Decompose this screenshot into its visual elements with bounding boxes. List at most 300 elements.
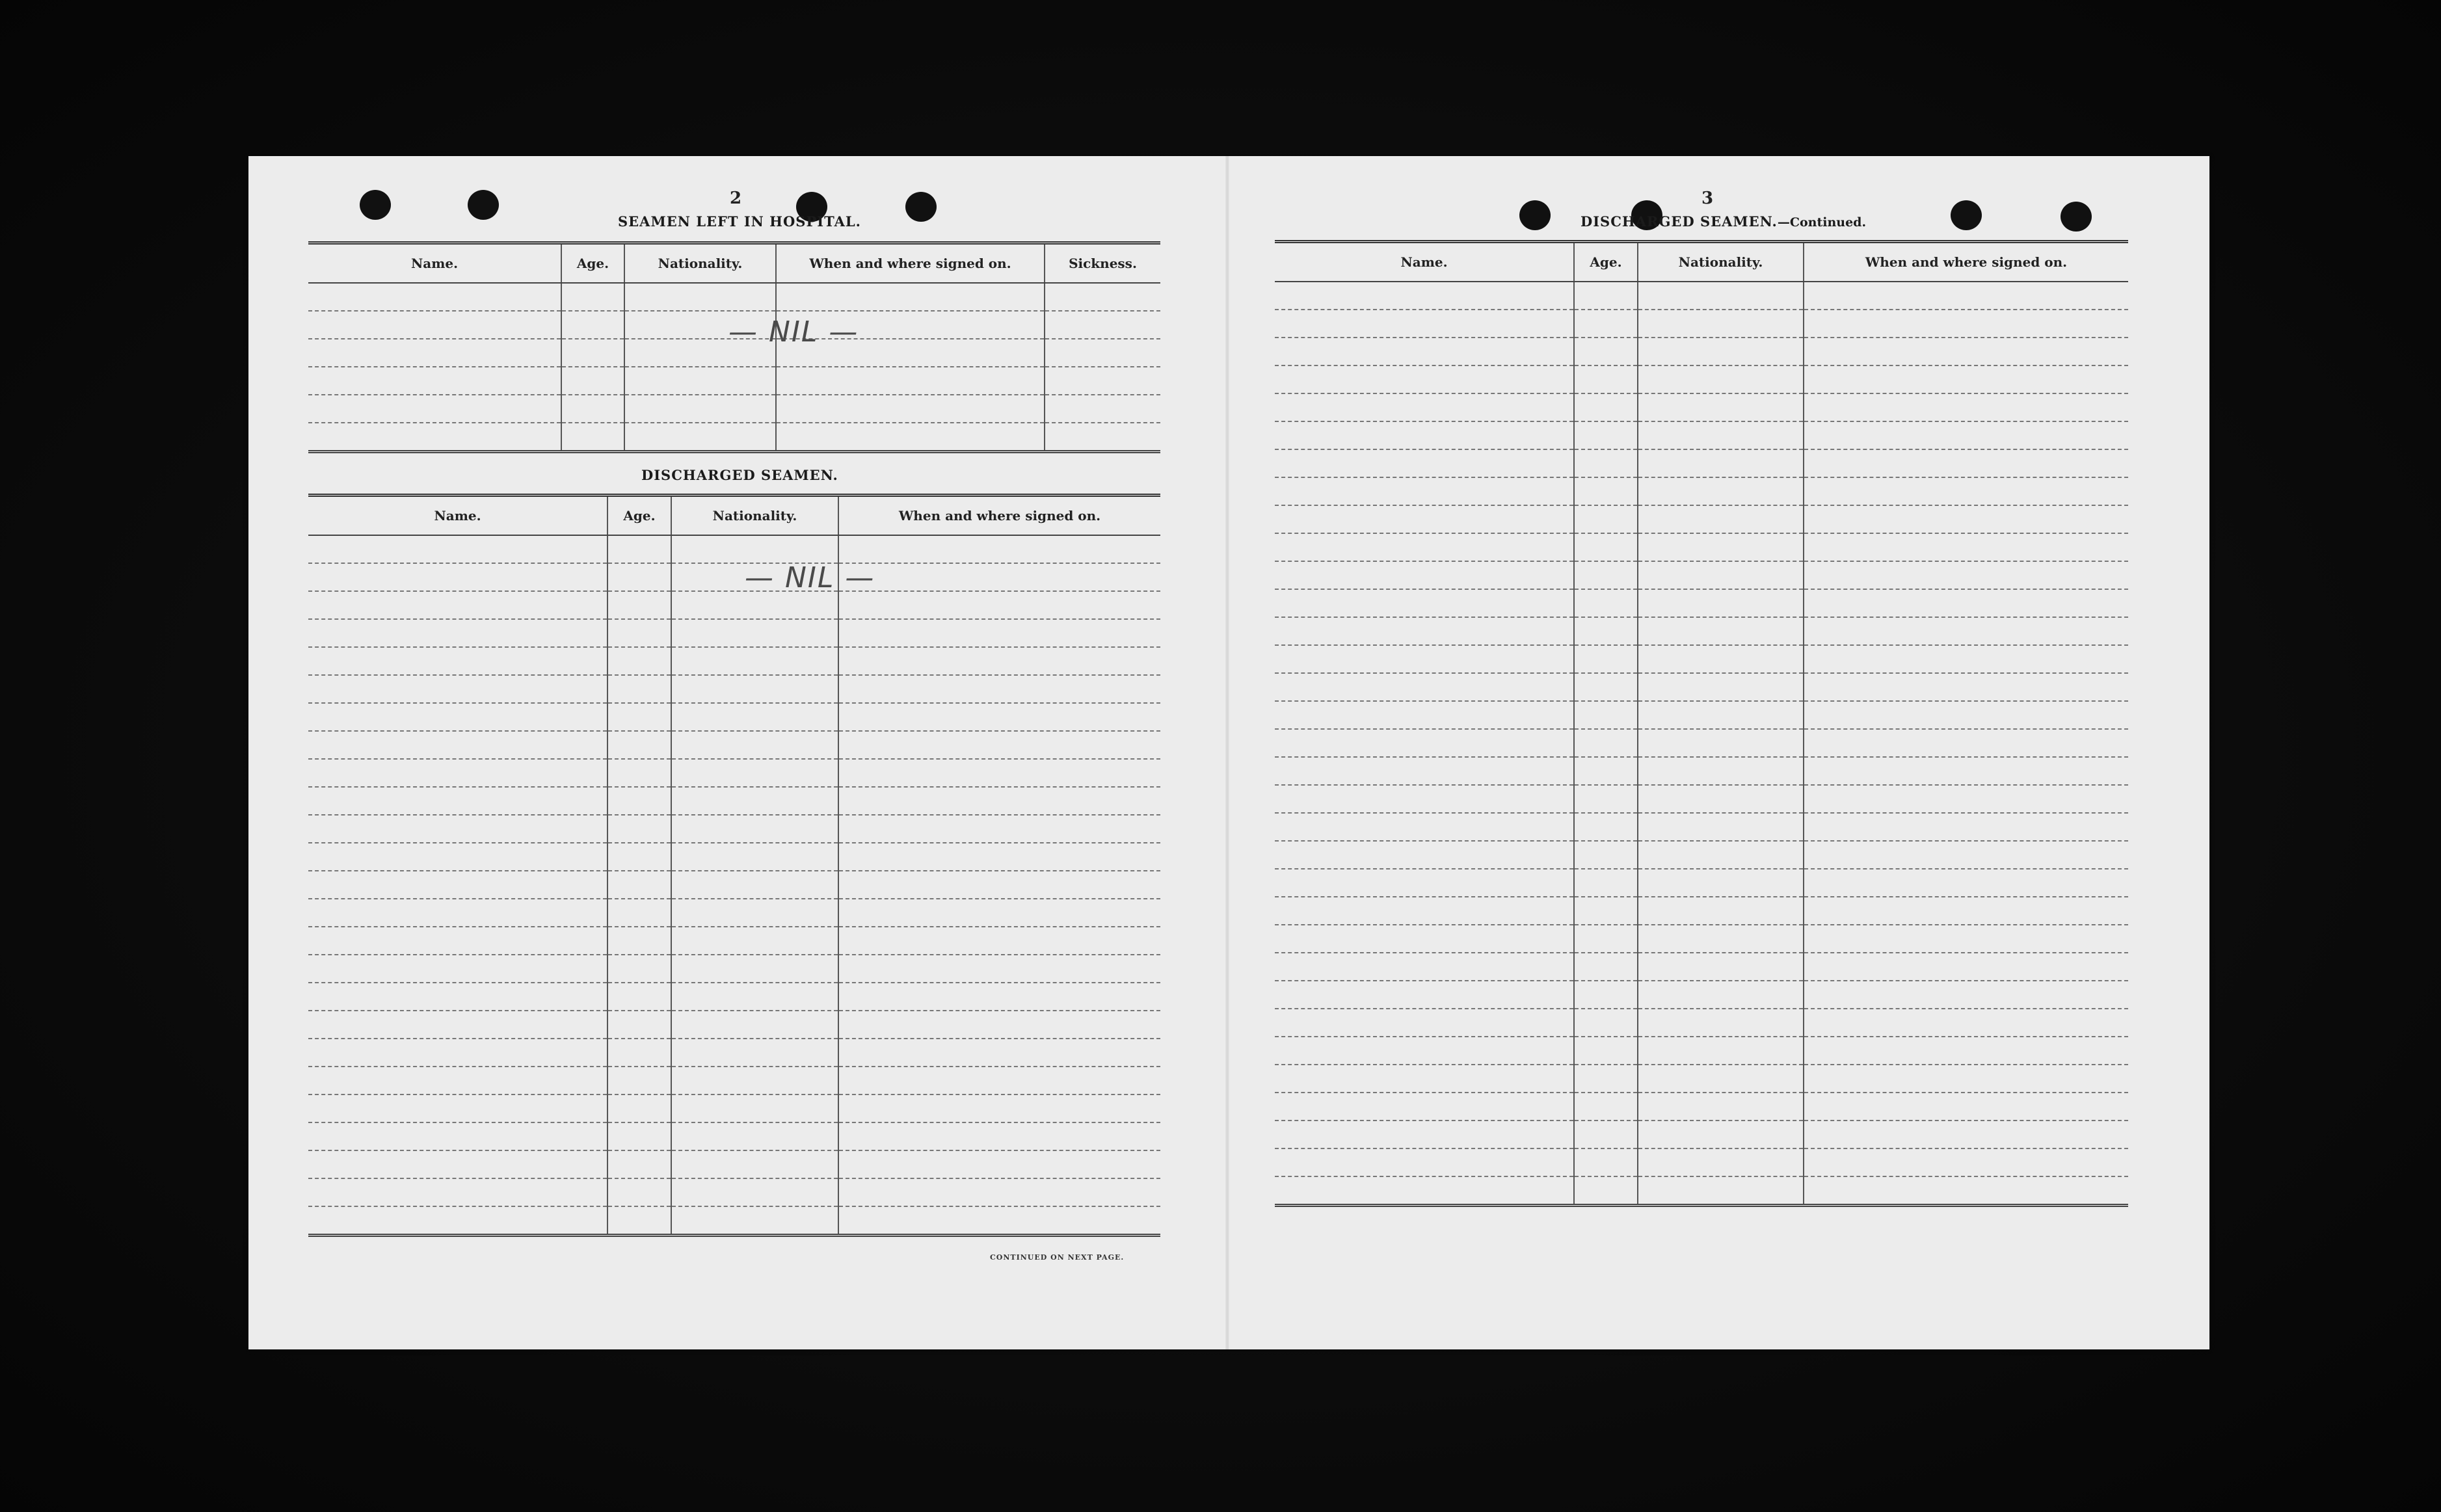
blank-cell: [1275, 1121, 1574, 1148]
table-row: [308, 983, 1160, 1011]
blank-cell: [607, 899, 671, 927]
blank-cell: [671, 1178, 838, 1206]
blank-cell: [607, 703, 671, 731]
title-suffix: —Continued.: [1777, 215, 1867, 230]
blank-cell: [1638, 925, 1804, 953]
blank-cell: [1638, 813, 1804, 841]
blank-cell: [308, 423, 561, 452]
blank-cell: [308, 619, 607, 647]
table-row: [1275, 841, 2128, 869]
blank-cell: [1275, 925, 1574, 953]
blank-cell: [1638, 1065, 1804, 1093]
blank-cell: [1574, 1009, 1638, 1037]
blank-cell: [1574, 701, 1638, 729]
page-number: 3: [1701, 189, 1714, 208]
blank-cell: [1275, 393, 1574, 421]
table-row: [1275, 1065, 2128, 1093]
blank-cell: [838, 647, 1160, 675]
blank-cell: [1275, 813, 1574, 841]
blank-cell: [1638, 1009, 1804, 1037]
blank-cell: [838, 1011, 1160, 1039]
blank-cell: [1275, 953, 1574, 981]
blank-cell: [308, 1178, 607, 1206]
blank-cell: [671, 955, 838, 983]
blank-cell: [607, 815, 671, 843]
column-header: When and where signed on.: [838, 496, 1160, 536]
blank-cell: [1275, 869, 1574, 897]
table-row: [1275, 701, 2128, 729]
blank-cell: [1638, 1093, 1804, 1121]
blank-cell: [1804, 925, 2128, 953]
blank-cell: [1275, 785, 1574, 813]
blank-cell: [1804, 338, 2128, 365]
blank-cell: [1574, 785, 1638, 813]
blank-cell: [308, 1067, 607, 1094]
blank-cell: [1275, 897, 1574, 925]
blank-cell: [1638, 701, 1804, 729]
blank-cell: [308, 731, 607, 759]
blank-cell: [1638, 310, 1804, 338]
blank-cell: [1638, 673, 1804, 701]
blank-cell: [308, 591, 607, 619]
punch-hole: [1951, 200, 1982, 230]
blank-cell: [308, 1150, 607, 1178]
table-row: [1275, 449, 2128, 477]
blank-cell: [1804, 1065, 2128, 1093]
blank-cell: [671, 815, 838, 843]
blank-cell: [1804, 477, 2128, 505]
blank-cell: [1275, 1037, 1574, 1065]
blank-cell: [1275, 1009, 1574, 1037]
blank-cell: [1275, 841, 1574, 869]
table-row: [1275, 897, 2128, 925]
table-row: [308, 927, 1160, 955]
table-row: [308, 1150, 1160, 1178]
table-row: [1275, 310, 2128, 338]
blank-cell: [838, 703, 1160, 731]
table-row: [1275, 1121, 2128, 1148]
blank-cell: [776, 367, 1045, 395]
table-row: [1275, 617, 2128, 645]
blank-cell: [1574, 981, 1638, 1009]
blank-cell: [607, 1094, 671, 1122]
blank-cell: [1638, 617, 1804, 645]
table-row: [1275, 925, 2128, 953]
table-row: [308, 1122, 1160, 1150]
blank-cell: [838, 955, 1160, 983]
table-row: [308, 843, 1160, 871]
blank-cell: [671, 1039, 838, 1067]
blank-cell: [1574, 757, 1638, 785]
table-row: [308, 871, 1160, 899]
blank-cell: [308, 1206, 607, 1236]
column-header: Name.: [308, 243, 561, 284]
blank-cell: [607, 1122, 671, 1150]
blank-cell: [308, 1039, 607, 1067]
punch-hole: [2061, 202, 2092, 232]
blank-cell: [671, 871, 838, 899]
blank-cell: [838, 1178, 1160, 1206]
blank-cell: [308, 703, 607, 731]
blank-cell: [1574, 1121, 1638, 1148]
blank-cell: [671, 899, 838, 927]
punch-hole: [468, 190, 499, 220]
page-number: 2: [730, 189, 742, 208]
blank-cell: [838, 1067, 1160, 1094]
left-page: [248, 156, 1227, 1349]
table-row: [308, 563, 1160, 591]
blank-cell: [308, 815, 607, 843]
blank-cell: [308, 983, 607, 1011]
table-row: [308, 815, 1160, 843]
blank-cell: [1638, 757, 1804, 785]
column-header: Name.: [308, 496, 607, 536]
blank-cell: [1275, 673, 1574, 701]
table-row: [1275, 1037, 2128, 1065]
blank-cell: [776, 395, 1045, 423]
blank-cell: [1804, 505, 2128, 533]
blank-cell: [607, 787, 671, 815]
blank-cell: [607, 927, 671, 955]
blank-cell: [1638, 897, 1804, 925]
table-row: [308, 787, 1160, 815]
blank-cell: [1275, 561, 1574, 589]
blank-cell: [671, 535, 838, 563]
blank-cell: [308, 787, 607, 815]
table-row: [1275, 1009, 2128, 1037]
blank-cell: [607, 871, 671, 899]
blank-cell: [1045, 283, 1160, 311]
blank-cell: [838, 899, 1160, 927]
table-row: [1275, 785, 2128, 813]
blank-cell: [671, 731, 838, 759]
blank-cell: [1574, 897, 1638, 925]
table-row: [308, 759, 1160, 787]
blank-cell: [1804, 1009, 2128, 1037]
blank-cell: [1804, 841, 2128, 869]
blank-cell: [607, 731, 671, 759]
blank-cell: [838, 843, 1160, 871]
table-row: [308, 367, 1160, 395]
table-row: [1275, 477, 2128, 505]
blank-cell: [1275, 1093, 1574, 1121]
blank-cell: [308, 1094, 607, 1122]
blank-cell: [561, 339, 624, 367]
blank-cell: [671, 759, 838, 787]
blank-cell: [1638, 338, 1804, 365]
blank-cell: [1804, 729, 2128, 757]
blank-cell: [308, 563, 607, 591]
blank-cell: [561, 283, 624, 311]
blank-cell: [1804, 953, 2128, 981]
table-row: [1275, 589, 2128, 617]
blank-cell: [1638, 393, 1804, 421]
table-row: [1275, 757, 2128, 785]
blank-cell: [1574, 533, 1638, 561]
blank-cell: [1275, 310, 1574, 338]
blank-cell: [1638, 841, 1804, 869]
table-row: [1275, 953, 2128, 981]
blank-cell: [308, 843, 607, 871]
blank-cell: [1804, 282, 2128, 310]
blank-cell: [671, 1122, 838, 1150]
table-header-row: [1275, 242, 2128, 282]
table-row: [1275, 338, 2128, 365]
blank-cell: [1638, 282, 1804, 310]
blank-cell: [1045, 367, 1160, 395]
blank-cell: [1574, 813, 1638, 841]
table-row: [1275, 1093, 2128, 1121]
table-row: [308, 283, 1160, 311]
table-row: [1275, 533, 2128, 561]
blank-cell: [671, 983, 838, 1011]
blank-cell: [1275, 981, 1574, 1009]
table-row: [308, 591, 1160, 619]
column-header: Name.: [1275, 242, 1574, 282]
column-header: Age.: [1574, 242, 1638, 282]
table-row: [1275, 561, 2128, 589]
blank-cell: [1574, 338, 1638, 365]
blank-cell: [1275, 645, 1574, 673]
discharged-continued-table: [1275, 240, 2128, 1207]
handwritten-nil: — NIL —: [745, 561, 875, 594]
table-row: [308, 899, 1160, 927]
blank-cell: [1804, 981, 2128, 1009]
blank-cell: [1574, 1176, 1638, 1206]
blank-cell: [838, 1039, 1160, 1067]
column-header: When and where signed on.: [1804, 242, 2128, 282]
blank-cell: [1638, 589, 1804, 617]
blank-cell: [1574, 869, 1638, 897]
table-row: [1275, 981, 2128, 1009]
blank-cell: [607, 591, 671, 619]
blank-cell: [607, 843, 671, 871]
blank-cell: [671, 1094, 838, 1122]
blank-cell: [671, 1067, 838, 1094]
hospital-section-title: SEAMEN LEFT IN HOSPITAL.: [618, 213, 861, 230]
blank-cell: [838, 927, 1160, 955]
blank-cell: [1574, 953, 1638, 981]
blank-cell: [1574, 729, 1638, 757]
blank-cell: [1804, 449, 2128, 477]
blank-cell: [1275, 338, 1574, 365]
blank-cell: [1275, 421, 1574, 449]
table-row: [1275, 813, 2128, 841]
blank-cell: [838, 1094, 1160, 1122]
blank-cell: [1638, 449, 1804, 477]
blank-cell: [607, 647, 671, 675]
blank-cell: [1804, 617, 2128, 645]
blank-cell: [1804, 365, 2128, 393]
table-row: [308, 1178, 1160, 1206]
blank-cell: [1574, 365, 1638, 393]
blank-cell: [1574, 310, 1638, 338]
blank-cell: [1275, 1176, 1574, 1206]
blank-cell: [1638, 1148, 1804, 1176]
blank-cell: [1638, 365, 1804, 393]
blank-cell: [671, 1206, 838, 1236]
blank-cell: [1638, 477, 1804, 505]
table-row: [308, 1067, 1160, 1094]
blank-cell: [624, 283, 776, 311]
blank-cell: [1574, 925, 1638, 953]
blank-cell: [1045, 423, 1160, 452]
table-row: [1275, 393, 2128, 421]
blank-cell: [671, 647, 838, 675]
table-row: [1275, 729, 2128, 757]
table-row: [308, 423, 1160, 452]
blank-cell: [308, 1122, 607, 1150]
blank-cell: [838, 1122, 1160, 1150]
blank-cell: [308, 675, 607, 703]
blank-cell: [1045, 395, 1160, 423]
blank-cell: [308, 955, 607, 983]
blank-cell: [838, 787, 1160, 815]
blank-cell: [624, 423, 776, 452]
blank-cell: [1804, 757, 2128, 785]
table-row: [1275, 673, 2128, 701]
blank-cell: [1275, 729, 1574, 757]
blank-cell: [1574, 1065, 1638, 1093]
blank-cell: [607, 1011, 671, 1039]
blank-cell: [607, 619, 671, 647]
blank-cell: [1638, 1121, 1804, 1148]
blank-cell: [1275, 701, 1574, 729]
blank-cell: [1638, 561, 1804, 589]
table-row: [308, 1094, 1160, 1122]
discharged-continued-title: [1581, 213, 1866, 230]
blank-cell: [1804, 645, 2128, 673]
table-row: [308, 535, 1160, 563]
blank-cell: [1638, 953, 1804, 981]
blank-cell: [838, 871, 1160, 899]
continued-note: CONTINUED ON NEXT PAGE.: [990, 1253, 1125, 1262]
blank-cell: [1804, 701, 2128, 729]
table-row: [1275, 645, 2128, 673]
blank-cell: [1045, 339, 1160, 367]
blank-cell: [838, 759, 1160, 787]
table-row: [1275, 365, 2128, 393]
column-header: When and where signed on.: [776, 243, 1045, 284]
blank-cell: [1574, 393, 1638, 421]
blank-cell: [1275, 477, 1574, 505]
blank-cell: [1275, 1148, 1574, 1176]
blank-cell: [308, 1011, 607, 1039]
blank-cell: [1275, 533, 1574, 561]
blank-cell: [1804, 1037, 2128, 1065]
punch-hole: [1519, 200, 1551, 230]
blank-cell: [308, 927, 607, 955]
blank-cell: [1574, 477, 1638, 505]
blank-cell: [308, 367, 561, 395]
table-row: [308, 703, 1160, 731]
table-row: [1275, 1176, 2128, 1206]
blank-cell: [1574, 589, 1638, 617]
blank-cell: [308, 283, 561, 311]
blank-cell: [1804, 1148, 2128, 1176]
column-header: Age.: [607, 496, 671, 536]
blank-cell: [1638, 1037, 1804, 1065]
blank-cell: [1045, 311, 1160, 339]
blank-cell: [607, 1206, 671, 1236]
blank-cell: [1804, 869, 2128, 897]
column-header: Sickness.: [1045, 243, 1160, 284]
document-sheet: [248, 156, 2209, 1349]
blank-cell: [838, 563, 1160, 591]
blank-cell: [1638, 645, 1804, 673]
discharged-section-title: DISCHARGED SEAMEN.: [641, 467, 838, 483]
blank-cell: [308, 647, 607, 675]
blank-cell: [308, 899, 607, 927]
blank-cell: [607, 759, 671, 787]
blank-cell: [1275, 505, 1574, 533]
blank-cell: [1574, 841, 1638, 869]
table-row: [308, 955, 1160, 983]
blank-cell: [607, 1178, 671, 1206]
right-page: [1229, 156, 2209, 1349]
blank-cell: [1638, 1176, 1804, 1206]
table-row: [308, 647, 1160, 675]
blank-cell: [1574, 617, 1638, 645]
table-row: [308, 1039, 1160, 1067]
blank-cell: [1638, 869, 1804, 897]
blank-cell: [308, 395, 561, 423]
table-row: [308, 1011, 1160, 1039]
table-row: [1275, 1148, 2128, 1176]
blank-cell: [1638, 533, 1804, 561]
blank-cell: [607, 563, 671, 591]
blank-cell: [1275, 617, 1574, 645]
blank-cell: [838, 1150, 1160, 1178]
column-header: Nationality.: [624, 243, 776, 284]
blank-cell: [1638, 505, 1804, 533]
table-row: [308, 619, 1160, 647]
blank-cell: [671, 703, 838, 731]
blank-cell: [1275, 365, 1574, 393]
blank-cell: [607, 955, 671, 983]
blank-cell: [308, 535, 607, 563]
blank-cell: [1804, 393, 2128, 421]
column-header: Nationality.: [671, 496, 838, 536]
blank-cell: [1804, 589, 2128, 617]
blank-cell: [1804, 310, 2128, 338]
blank-cell: [624, 367, 776, 395]
blank-cell: [308, 339, 561, 367]
table-row: [1275, 869, 2128, 897]
blank-cell: [1275, 589, 1574, 617]
table-header-row: [308, 496, 1160, 536]
blank-cell: [1574, 282, 1638, 310]
blank-cell: [1574, 449, 1638, 477]
blank-cell: [308, 759, 607, 787]
blank-cell: [671, 1150, 838, 1178]
blank-cell: [838, 591, 1160, 619]
blank-cell: [838, 983, 1160, 1011]
blank-cell: [671, 927, 838, 955]
table-row: [1275, 282, 2128, 310]
blank-cell: [624, 395, 776, 423]
blank-cell: [607, 1150, 671, 1178]
table-row: [308, 1206, 1160, 1236]
blank-cell: [838, 1206, 1160, 1236]
blank-cell: [1574, 673, 1638, 701]
blank-cell: [776, 283, 1045, 311]
table-row: [1275, 421, 2128, 449]
blank-cell: [1804, 1176, 2128, 1206]
blank-cell: [561, 395, 624, 423]
column-header: Nationality.: [1638, 242, 1804, 282]
blank-cell: [671, 787, 838, 815]
